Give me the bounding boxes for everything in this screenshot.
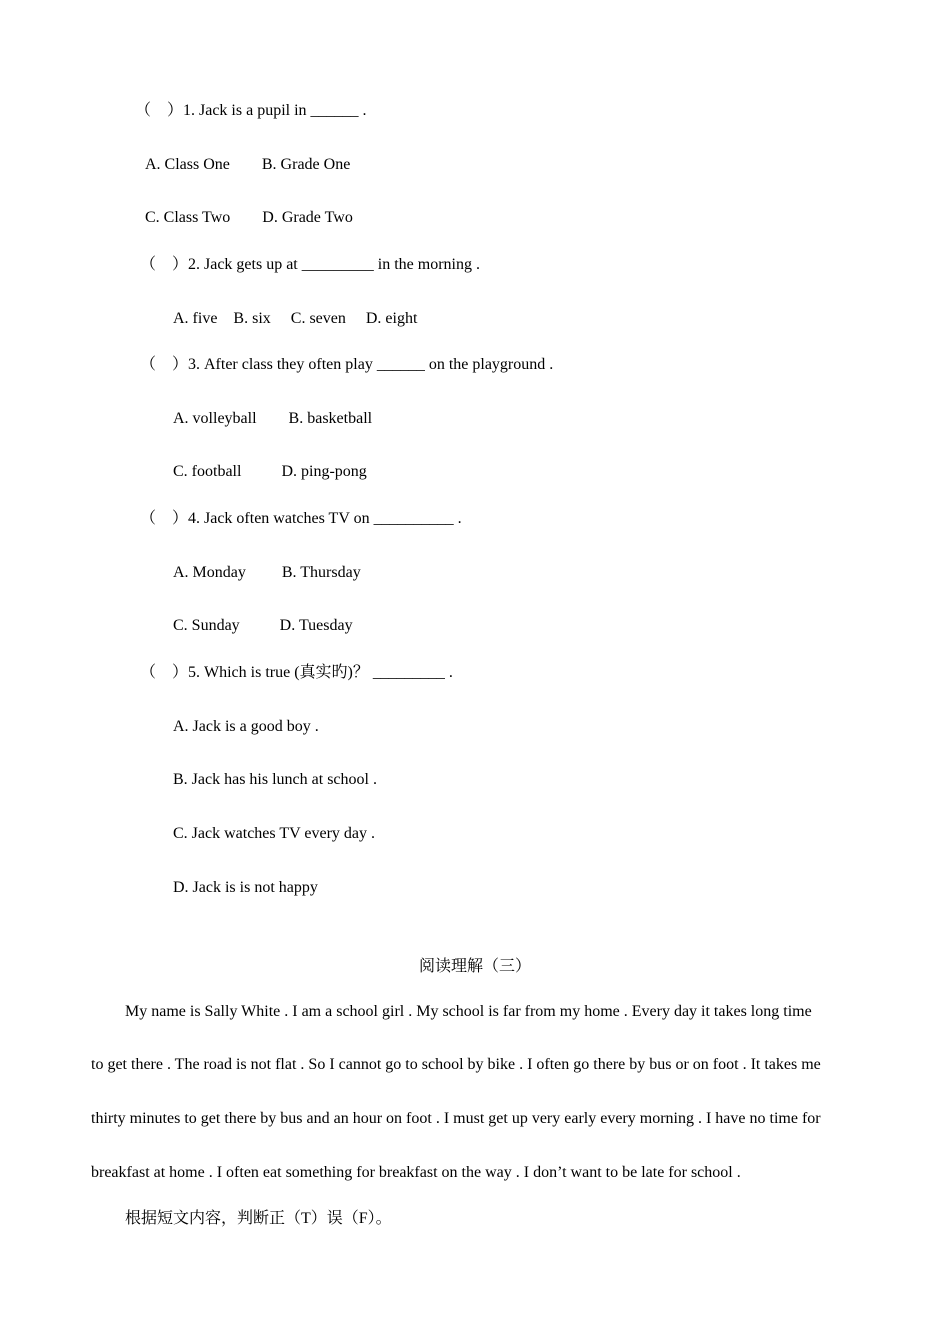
question-2-stem: （ ）2. Jack gets up at _________ in the morning . xyxy=(140,256,480,273)
question-4-options-row-2: C. Sunday D. Tuesday xyxy=(173,617,353,634)
question-3-stem: （ ）3. After class they often play ______ on the playground . xyxy=(140,356,554,373)
question-3-options-row-1: A. volleyball B. basketball xyxy=(173,410,373,427)
question-5-option-a: A. Jack is a good boy . xyxy=(173,718,319,735)
question-2-options-row-1: A. five B. six C. seven D. eight xyxy=(173,310,418,327)
passage-line-2: to get there . The road is not flat . So I cannot go to school by bike . I often go there by bus or on foot . It takes me xyxy=(91,1056,821,1073)
question-5-option-d: D. Jack is is not happy xyxy=(173,879,318,896)
question-5-option-b: B. Jack has his lunch at school . xyxy=(173,771,377,788)
passage-line-4: breakfast at home . I often eat something for breakfast on the way . I don’t want to be late for school . xyxy=(91,1164,741,1181)
question-5-option-c: C. Jack watches TV every day . xyxy=(173,825,376,842)
question-1-options-row-2: C. Class Two D. Grade Two xyxy=(145,209,353,226)
passage-line-1: My name is Sally White . I am a school girl . My school is far from my home . Every day it takes long time xyxy=(125,1003,812,1020)
question-3-options-row-2: C. football D. ping-pong xyxy=(173,463,367,480)
question-5-stem: （ ）5. Which is true (真实旳)？ _________ . xyxy=(140,664,453,681)
passage-line-3: thirty minutes to get there by bus and an hour on foot . I must get up very early every morning . I have no time for xyxy=(91,1110,821,1127)
true-false-instruction: 根据短文内容，判断正（T）误（F）。 xyxy=(125,1210,392,1227)
question-1-stem: （ ）1. Jack is a pupil in ______ . xyxy=(135,102,367,119)
question-4-stem: （ ）4. Jack often watches TV on __________ . xyxy=(140,510,462,527)
question-1-options-row-1: A. Class One B. Grade One xyxy=(145,156,351,173)
section-3-title: 阅读理解（三） xyxy=(418,958,531,975)
question-4-options-row-1: A. Monday B. Thursday xyxy=(173,564,361,581)
